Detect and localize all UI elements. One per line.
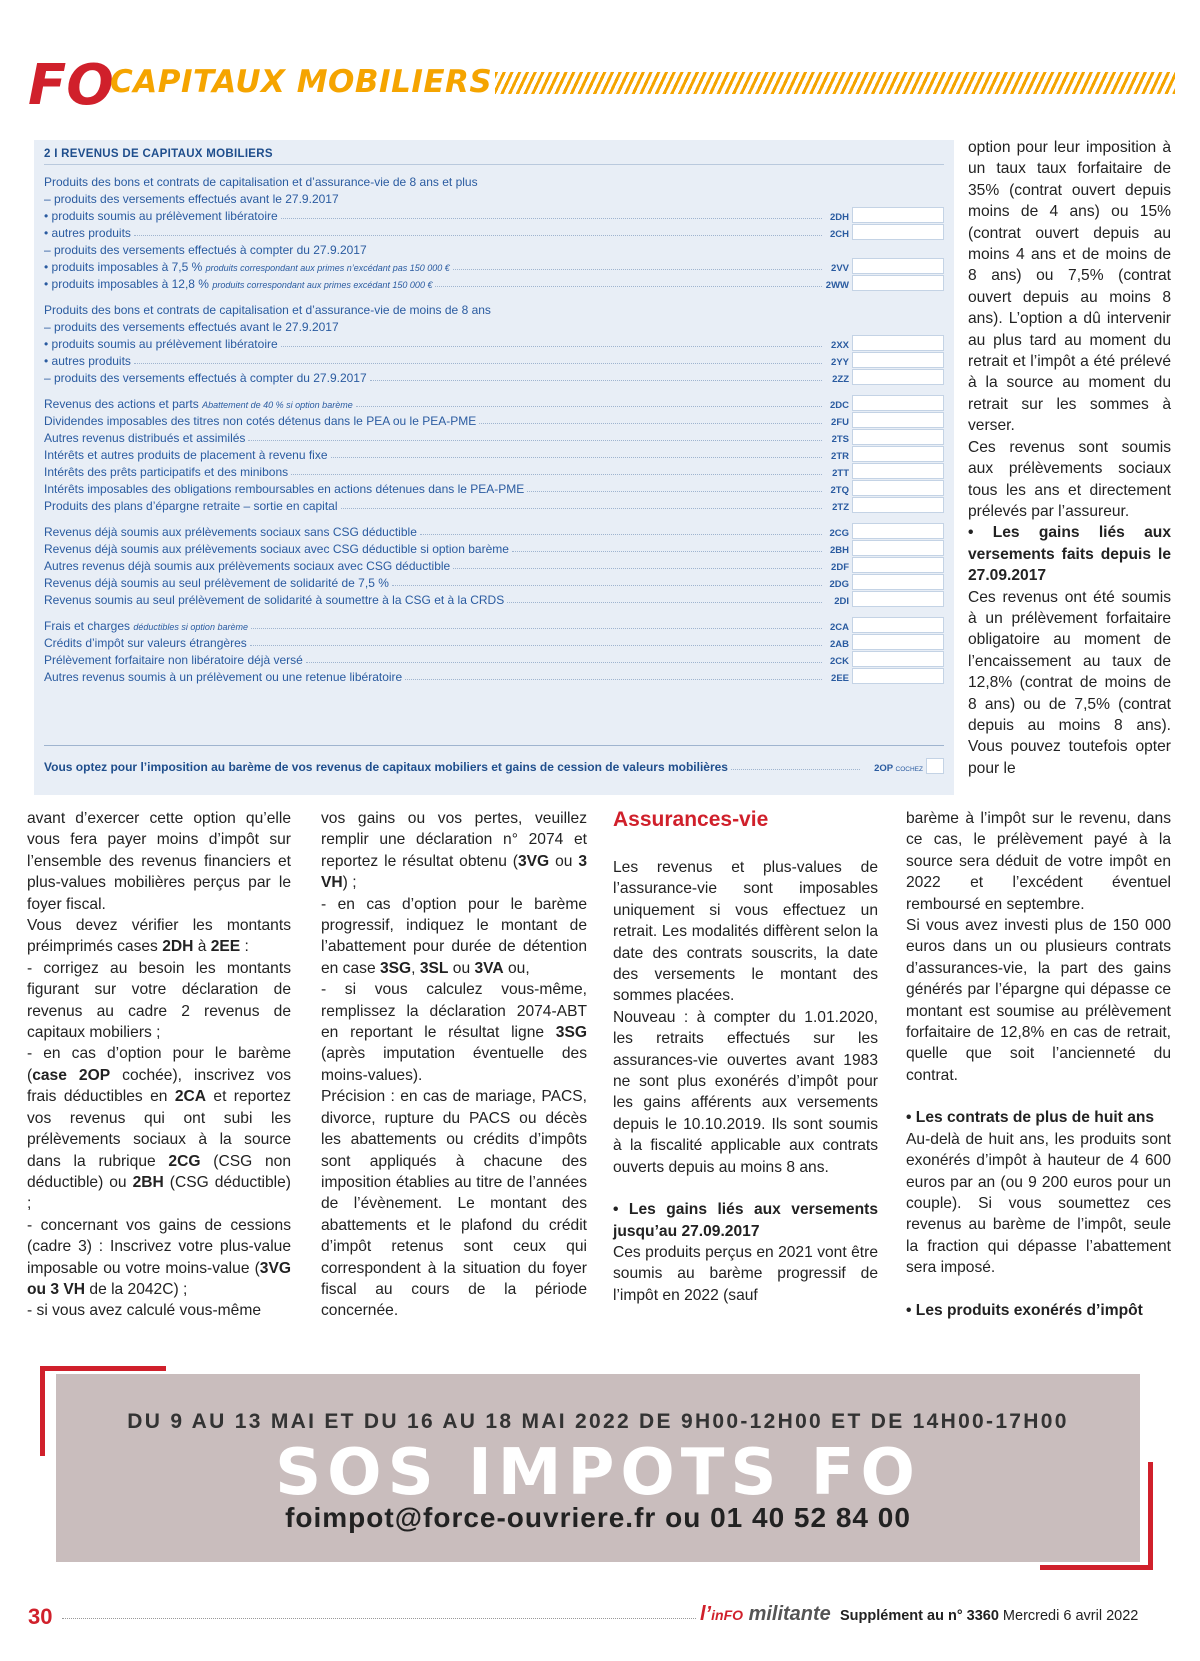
form-row	[44, 257, 944, 274]
leader-dots	[251, 628, 822, 629]
form-row-label: • autres produits	[44, 354, 131, 368]
form-row-code: 2CK	[829, 656, 849, 667]
leader-dots	[281, 346, 822, 347]
form-row-input-box[interactable]	[852, 540, 944, 556]
form-row-input-box[interactable]	[852, 446, 944, 462]
text-column-3: Les revenus et plus-values de l’assurance-vie sont imposables uniquement si vous effectuez un retrait. Les modalités diffèrent selon la date des contrats souscrits, la date des versements le montant des sommes placées. Nouveau : à compter du 1.01.2020, les retraits effectués sur les assurances-vie ouvertes avant 1983 ne sont plus exonérés d’impôt pour les gains afférents aux versements depuis le 10.10.2019. Ils sont soumis à la fiscalité applicable aux contrats ouverts depuis au moins 8 ans. • Les gains liés aux versements jusqu’au 27.09.2017 Ces produits perçus en 2021 vont être soumis au barème progressif de l’impôt en 2022 (sauf	[613, 859, 878, 1304]
text-column-1: avant d’exercer cette option qu’elle vous fera payer moins d’impôt sur l’ensemble des revenus financiers et plus-values mobilières perçus par le foyer fiscal. Vous devez vérifier les montants préimprimés cases 2DH à 2EE : - corrigez au besoin les montants figurant sur votre déclaration de revenus au cadre 2 revenus de capitaux mobiliers ; - en cas d’option pour le barème (case 2OP cochée), inscrivez vos frais déductibles en 2CA et reportez vos revenus qui ont subi les prélèvements sociaux à la source dans la rubrique 2CG (CSG non déductible) ou 2BH (CSG déductible) ; - concernant vos gains de cessions (cadre 3) : Inscrivez votre plus-value imposable ou votre moins-value (3VG ou 3 VH de la 2042C) ; - si vous avez calculé vous-même	[27, 810, 291, 1320]
page-number: 30	[28, 1604, 53, 1629]
form-row-label: Revenus déjà soumis au seul prélèvement de solidarité de 7,5 %	[44, 576, 389, 590]
form-row	[44, 368, 944, 385]
fo-logo	[28, 52, 114, 118]
footer-rule	[62, 1618, 696, 1619]
leader-dots	[435, 286, 822, 287]
form-row-code: 2YY	[831, 357, 849, 368]
right-column-top: option pour leur imposition à un taux taux forfaitaire de 35% (contrat ouvert depuis moins de 4 ans) ou 15% (contrat ouvert depuis au moins 4 ans et de moins de 8 ans) ou 7,5% (contrat ouvert depuis au moins 8 ans). L’option a dû intervenir au plus tard au moment du retrait et l’impôt a été prélevé à la source au moment du retrait sur les sommes à verser. Ces revenus sont soumis aux prélèvements sociaux tous les ans et directement prélevés par l’assureur. • Les gains liés aux versements faits depuis le 27.09.2017 Ces revenus ont été soumis à un prélèvement forfaitaire obligatoire au moment de l’encaissement au taux de 12,8% (contrat de moins de 8 ans) ou de 7,5% (contrat depuis au moins 8 ans). Vous pouvez toutefois opter pour le	[968, 139, 1171, 777]
leader-dots	[134, 363, 822, 364]
form-row-input-box[interactable]	[852, 668, 944, 684]
form-row	[44, 206, 944, 223]
form-row	[44, 317, 944, 334]
form-row-label: Intérêts des prêts participatifs et des minibons	[44, 465, 289, 479]
form-row	[44, 496, 944, 513]
form-row	[44, 240, 944, 257]
form-row-code: 2TS	[831, 434, 849, 445]
leader-dots	[281, 218, 822, 219]
form-row	[44, 479, 944, 496]
form-row-input-box[interactable]	[852, 634, 944, 650]
form-row-code: 2CA	[829, 622, 849, 633]
form-row-label: Autres revenus déjà soumis aux prélèvements sociaux avec CSG déductible	[44, 559, 451, 573]
form-row	[44, 667, 944, 684]
form-row-label: Produits des plans d’épargne retraite – sortie en capital	[44, 499, 338, 513]
form-row-code: 2AB	[829, 639, 849, 650]
form-row-input-box[interactable]	[852, 480, 944, 496]
form-row-input-box[interactable]	[852, 463, 944, 479]
leader-dots	[453, 269, 822, 270]
tax-form-excerpt	[34, 140, 954, 795]
form-row	[44, 394, 944, 411]
form-row-input-box[interactable]	[852, 497, 944, 513]
form-row-input-box[interactable]	[852, 335, 944, 351]
option-label: Vous optez pour l’imposition au barème de vos revenus de capitaux mobiliers et gains de cession de valeurs mobilières	[44, 760, 728, 774]
form-row-label: – produits des versements effectués à compter du 27.9.2017	[44, 371, 367, 385]
banner-red-corner-right	[1148, 1462, 1153, 1570]
form-row-label: Frais et charges déductibles si option barème	[44, 619, 248, 633]
form-option-row	[44, 757, 944, 774]
leader-dots	[420, 534, 822, 535]
form-row-input-box[interactable]	[852, 617, 944, 633]
form-row	[44, 172, 944, 189]
leader-dots	[291, 474, 822, 475]
banner-dates: DU 9 AU 13 MAI ET DU 16 AU 18 MAI 2022 DE 9H00-12H00 ET DE 14H00-17H00	[127, 1410, 1069, 1433]
form-row-label: – produits des versements effectués avant le 27.9.2017	[44, 192, 339, 206]
form-title: 2 I REVENUS DE CAPITAUX MOBILIERS	[44, 148, 273, 160]
form-row	[44, 590, 944, 607]
form-row-input-box[interactable]	[852, 275, 944, 291]
form-row	[44, 223, 944, 240]
option-rule	[44, 745, 944, 746]
leader-dots	[356, 406, 822, 407]
form-row-code: 2DH	[829, 212, 849, 223]
form-row	[44, 462, 944, 479]
leader-dots	[341, 508, 822, 509]
form-row-input-box[interactable]	[852, 369, 944, 385]
form-row-code: 2TR	[831, 451, 849, 462]
form-row	[44, 522, 944, 539]
form-row-label: – produits des versements effectués avant le 27.9.2017	[44, 320, 339, 334]
leader-dots	[331, 457, 823, 458]
form-row	[44, 334, 944, 351]
form-title-rule	[44, 164, 944, 165]
form-row-code: 2TT	[832, 468, 849, 479]
form-row-label: • autres produits	[44, 226, 131, 240]
form-row-label: Produits des bons et contrats de capitalisation et d’assurance-vie de 8 ans et plus	[44, 175, 478, 189]
form-row-label: • produits imposables à 7,5 % produits correspondant aux primes n’excédant pas 150 000 €	[44, 260, 450, 274]
leader-dots	[370, 380, 822, 381]
form-row-label: Revenus déjà soumis aux prélèvements sociaux avec CSG déductible si option barème	[44, 542, 509, 556]
form-row-label: Prélèvement forfaitaire non libératoire déjà versé	[44, 653, 303, 667]
form-row	[44, 411, 944, 428]
form-row-code: 2WW	[825, 280, 849, 291]
leader-dots	[134, 235, 822, 236]
form-row-label: Revenus des actions et parts Abattement de 40 % si option barème	[44, 397, 353, 411]
decorative-stripes	[495, 72, 1175, 94]
form-row-input-box[interactable]	[852, 352, 944, 368]
assurances-vie-heading: Assurances-vie	[613, 808, 769, 831]
form-row-code: 2DG	[829, 579, 849, 590]
issue-info: Supplément au n° 3360 Mercredi 6 avril 2022	[840, 1608, 1139, 1624]
form-row-code: 2TZ	[832, 502, 849, 513]
leader-dots	[453, 568, 822, 569]
leader-dots	[507, 602, 822, 603]
form-row	[44, 650, 944, 667]
banner-title: SOS IMPOTS FO	[275, 1436, 921, 1510]
banner-contact[interactable]: foimpot@force-ouvriere.fr ou 01 40 52 84 00	[285, 1502, 911, 1533]
form-row-code: 2EE	[831, 673, 849, 684]
sos-impots-banner	[56, 1374, 1140, 1562]
form-row-label: • produits soumis au prélèvement libératoire	[44, 209, 278, 223]
banner-red-corner-top	[40, 1366, 166, 1371]
form-row-label: • produits imposables à 12,8 % produits correspondant aux primes excédant 150 000 €	[44, 277, 433, 291]
text-column-4: barème à l’impôt sur le revenu, dans ce cas, le prélèvement payé à la source sera déduit de votre impôt en 2022 et l’excédent éventuel remboursé en septembre. Si vous avez investi plus de 150 000 euros dans un ou plusieurs contrats d’assurances-vie, la part des gains générés par l’épargne qui dépasse ce montant est soumise au prélèvement forfaitaire de 12,8% en cas de retrait, quelle que soit l’ancienneté du contrat. • Les contrats de plus de huit ans Au-delà de huit ans, les produits sont exonérés d’impôt à hauteur de 4 600 euros par an (ou 9 200 euros pour un couple). Si vous soumettez ces revenus au barème de l’impôt, seule la fraction qui dépasse l’abattement sera imposé. • Les produits exonérés d’impôt	[906, 810, 1171, 1319]
form-row-code: 2DI	[834, 596, 849, 607]
form-row	[44, 445, 944, 462]
leader-dots	[731, 769, 860, 770]
leader-dots	[479, 423, 822, 424]
leader-dots	[512, 551, 822, 552]
form-row-label: Intérêts imposables des obligations remboursables en actions détenues dans le PEA-PME	[44, 482, 525, 496]
form-row-input-box[interactable]	[852, 395, 944, 411]
form-row-code: 2DC	[829, 400, 849, 411]
form-row-input-box[interactable]	[852, 207, 944, 223]
form-row-label: Crédits d’impôt sur valeurs étrangères	[44, 636, 247, 650]
section-title: CAPITAUX MOBILIERS	[110, 64, 493, 100]
form-row-input-box[interactable]	[852, 651, 944, 667]
form-row-code: 2VV	[831, 263, 849, 274]
form-row-input-box[interactable]	[852, 258, 944, 274]
form-row-input-box[interactable]	[852, 429, 944, 445]
publication-brand: l’inFO militante	[700, 1603, 831, 1625]
form-row-code: 2FU	[831, 417, 849, 428]
form-row-label: Revenus soumis au seul prélèvement de solidarité à soumettre à la CSG et à la CRDS	[44, 593, 505, 607]
form-row-input-box[interactable]	[852, 523, 944, 539]
form-row-input-box[interactable]	[852, 224, 944, 240]
form-row-label: • produits soumis au prélèvement libératoire	[44, 337, 278, 351]
form-row	[44, 633, 944, 650]
form-row-label: Produits des bons et contrats de capitalisation et d’assurance-vie de moins de 8 ans	[44, 303, 491, 317]
form-row-code: 2XX	[831, 340, 849, 351]
leader-dots	[250, 645, 822, 646]
form-row	[44, 428, 944, 445]
form-row-input-box[interactable]	[852, 574, 944, 590]
form-row-input-box[interactable]	[852, 557, 944, 573]
banner-red-corner-bottom	[1040, 1565, 1153, 1570]
form-row-label: Intérêts et autres produits de placement à revenu fixe	[44, 448, 328, 462]
leader-dots	[392, 585, 822, 586]
form-row-code: 2TQ	[830, 485, 849, 496]
form-row-code: 2BH	[829, 545, 849, 556]
form-row-label: Revenus déjà soumis aux prélèvements sociaux sans CSG déductible	[44, 525, 417, 539]
form-row	[44, 274, 944, 291]
leader-dots	[405, 679, 822, 680]
leader-dots	[527, 491, 822, 492]
form-row	[44, 351, 944, 368]
form-row	[44, 189, 944, 206]
form-row	[44, 616, 944, 633]
form-row	[44, 539, 944, 556]
svg-text:FO: FO	[28, 53, 114, 118]
form-row	[44, 556, 944, 573]
form-row-input-box[interactable]	[852, 591, 944, 607]
form-row-code: 2DF	[831, 562, 849, 573]
form-row-code: 2CH	[829, 229, 849, 240]
banner-red-corner-left	[40, 1366, 45, 1456]
form-row-code: 2ZZ	[832, 374, 849, 385]
option-checkbox[interactable]	[926, 758, 944, 774]
form-row-code: 2CG	[829, 528, 849, 539]
form-row-label: Autres revenus soumis à un prélèvement ou une retenue libératoire	[44, 670, 403, 684]
form-row-label: Dividendes imposables des titres non cotés détenus dans le PEA ou le PEA-PME	[44, 414, 477, 428]
form-row-label: Autres revenus distribués et assimilés	[44, 431, 246, 445]
option-code: 2OP COCHEZ	[874, 763, 923, 774]
leader-dots	[306, 662, 822, 663]
form-row-label: – produits des versements effectués à compter du 27.9.2017	[44, 243, 367, 257]
form-row-input-box[interactable]	[852, 412, 944, 428]
form-row	[44, 300, 944, 317]
text-column-2: vos gains ou vos pertes, veuillez remplir une déclaration n° 2074 et reportez le résultat obtenu (3VG ou 3 VH) ; - en cas d’option pour le barème progressif, indiquez le montant de l’abattement pour durée de détention en case 3SG, 3SL ou 3VA ou, - si vous calculez vous-même, remplissez la déclaration 2074-ABT en reportant le résultat ligne 3SG (après imputation éventuelle des moins-values). Précision : en cas de mariage, PACS, divorce, rupture du PACS ou décès les abattements ou crédits d’impôts sont appliqués à chacune des imposition établies au titre de l’années de l’évènement. Le montant des abattements et le plafond du crédit d’impôt retenus sont ceux qui correspondent à la situation du foyer fiscal au cours de la période concernée.	[321, 810, 587, 1320]
form-row	[44, 573, 944, 590]
leader-dots	[248, 440, 822, 441]
